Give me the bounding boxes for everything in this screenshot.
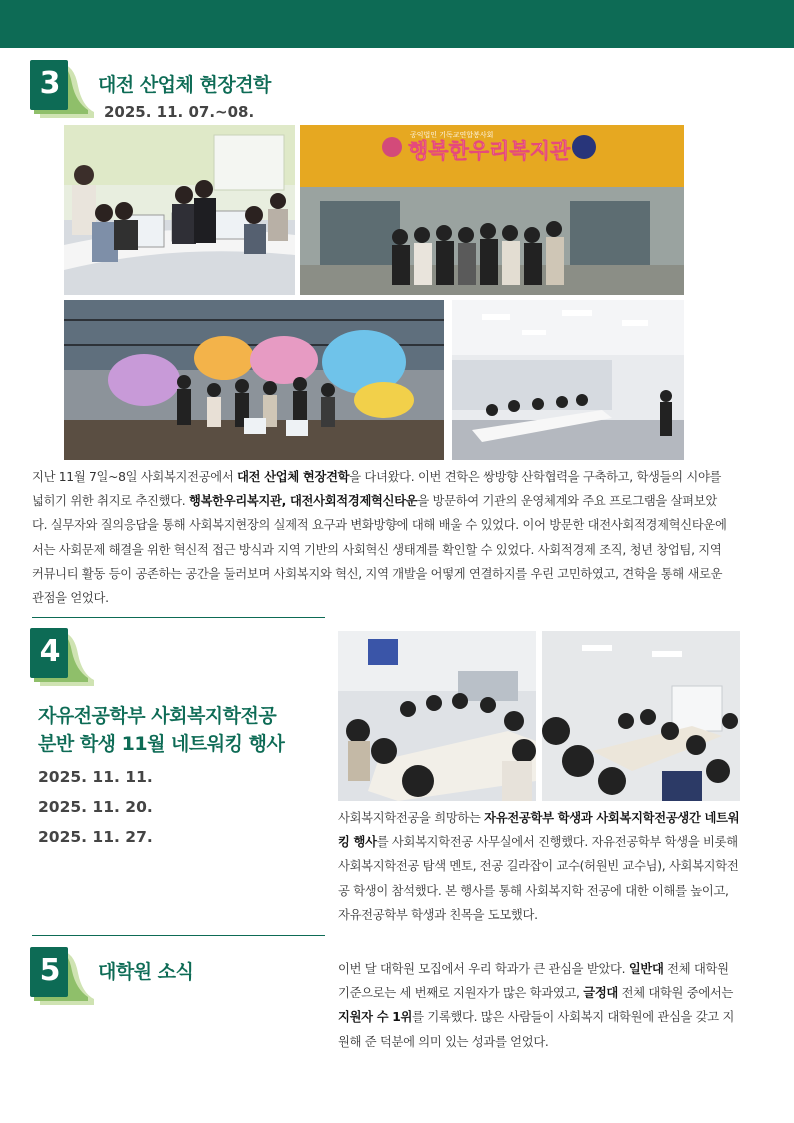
photo-computer-lab: [64, 125, 295, 295]
section-date: 2025. 11. 20.: [38, 798, 153, 816]
section-divider: [32, 617, 325, 618]
section-number: 4: [39, 634, 61, 669]
section-number-badge: [30, 947, 94, 1001]
body-bold: 글정대: [583, 986, 619, 1001]
body-bold: 지원자 수 1위: [338, 1010, 413, 1025]
section-number-badge: [30, 60, 94, 114]
photo-networking-event-2: [542, 631, 740, 801]
section-divider: [32, 935, 325, 936]
section-date: 2025. 11. 07.~08.: [104, 103, 255, 121]
section-title: 대전 산업체 현장견학: [98, 74, 271, 96]
section-number: 3: [39, 66, 61, 101]
section4-body-text: [338, 806, 742, 927]
section-date: 2025. 11. 11.: [38, 768, 153, 786]
section-title: [38, 702, 284, 758]
photo-welfare-center: [300, 125, 684, 295]
body-text: 전체 대학원 기준으로는 세 번째로 지원자가 많은 학과였고,: [338, 962, 729, 1001]
section-title-line1: 자유전공학부 사회복지학전공: [38, 705, 277, 727]
body-text: 을 다녀왔다. 이번 견학은 쌍방향 산학협력을 구축하고, 학생들의 시야를 넓히기 위한 취지로 추진했다.: [32, 470, 722, 509]
section-title: 대학원 소식: [98, 961, 194, 983]
section3-body-text: [32, 465, 732, 610]
sign-text: 행복한우리복지관: [408, 139, 571, 163]
section-dates: [38, 762, 153, 852]
body-bold: 대전 산업체 현장견학: [237, 470, 350, 484]
body-text: 를 사회복지학전공 사무실에서 진행했다. 자유전공학부 학생을 비롯해 사회복지학전공 탐색 멘토, 전공 길라잡이 교수(허원빈 교수님), 사회복지학전공 학생이 참석했다. 본 행사를 통해 사회복지학 전공에 대한 이해를 높이고, 자유전공학부 학생과 친목을 도모했다.: [338, 835, 739, 922]
photo-character-sculptures: [64, 300, 444, 460]
body-bold: 행복한우리복지관, 대전사회적경제혁신타운: [189, 494, 418, 509]
body-text: 을 방문하여 기관의 운영체계와 주요 프로그램을 살펴보았다. 실무자와 질의응답을 통해 사회복지현장의 실제적 요구과 변화방향에 대해 배울 수 있었다. 이어 방문한 대전사회적경제혁신타운에서는 사회문제 해결을 위한 혁신적 접근 방식과 지역 기반의 사회혁신 생태계를 확인할 수 있었다. 사회적경제 조직, 청년 창업팀, 지역 커뮤니티 활동 등이 공존하는 공간을 둘러보며 사회복지와 혁신, 지역 개발을 어떻게 연결하지를 우린 고민하였고, 견학을 통해 새로운 관점을 얻었다.: [32, 494, 727, 606]
body-bold: 자유전공학부 학생과 사회복지학전공생간 네트워킹 행사: [338, 811, 740, 850]
photo-seminar-room: [452, 300, 684, 460]
body-text: 사회복지학전공을 희망하는: [338, 811, 485, 825]
body-text: 전체 대학원 중에서는: [618, 986, 734, 1001]
section-title-line2: 분반 학생 11월 네트워킹 행사: [38, 733, 285, 755]
section-date: 2025. 11. 27.: [38, 828, 153, 846]
header-bar: [0, 0, 794, 48]
sign-subtext: 공익법인 기독교연합봉사회: [410, 131, 494, 139]
section-number: 5: [39, 953, 61, 988]
photo-networking-event-1: [338, 631, 536, 801]
body-text: 지난 11월 7일~8일 사회복지전공에서: [32, 470, 238, 484]
body-text: 이번 달 대학원 모집에서 우리 학과가 큰 관심을 받았다.: [338, 962, 629, 976]
section-number-badge: [30, 628, 94, 682]
section5-body-text: [338, 957, 742, 1054]
body-text: 를 기록했다. 많은 사람들이 사회복지 대학원에 관심을 갖고 지원해 준 덕분에 의미 있는 성과를 얻었다.: [338, 1010, 735, 1049]
body-bold: 일반대: [628, 962, 664, 976]
